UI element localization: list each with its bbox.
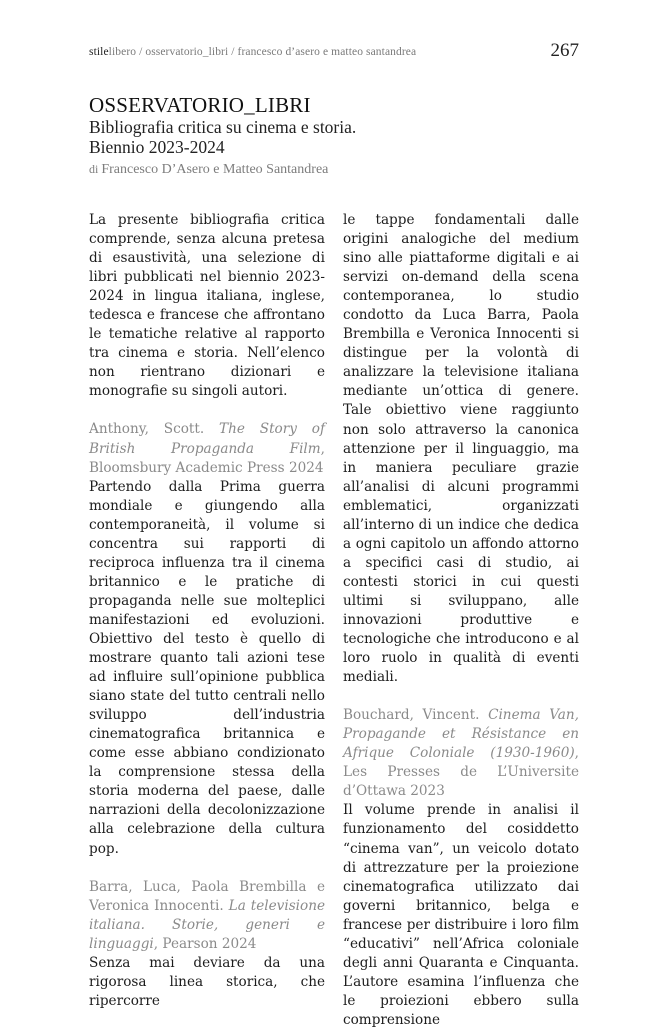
running-head-brand-a: stile — [89, 46, 109, 58]
entry-citation — [89, 420, 325, 477]
entry-publisher: , Bloomsbury Academic Press 2024 — [89, 440, 325, 476]
entry-body-part-1: Senza mai deviare da una rigorosa linea storica, che ripercorre — [89, 954, 325, 1009]
column-right — [343, 211, 579, 1030]
entry-citation — [89, 878, 325, 954]
entry-publisher: , Pearson 2024 — [153, 935, 257, 952]
entry-bouchard — [343, 706, 579, 1030]
running-head-brand-b: libero — [108, 46, 137, 58]
entry-barra — [89, 878, 325, 1011]
entry-author: Bouchard, Vincent. — [343, 707, 489, 724]
running-head-path: / osservatorio_libri / francesco d’asero e matteo santandrea — [136, 46, 417, 58]
entry-body-part-2: le tappe fondamentali dalle origini analogiche del medium sino alle piattaforme digitali e ai servizi on-demand della scena contemporanea, lo studio condotto da Luca Barra, Paola Brembilla e Veronica Innocenti si distingue per la volontà di analizzare la televisione italiana mediante un’ottica di genere. Tale obiettivo viene raggiunto non solo attraverso la canonica attenzione per il linguaggio, ma in maniera peculiare grazie all’analisi di alcuni programmi emblematici, organizzati all’interno di un indice che dedica a ogni capitolo un affondo attorno a specifici casi di studio, ai contesti storici in cui questi ultimi si sviluppano, alle innovazioni produttive e tecnologiche che introducono e al loro ruolo in qualità di eventi mediali. — [343, 212, 579, 686]
byline-authors: Francesco D’Asero e Matteo Santandrea — [101, 162, 329, 177]
entry-author: Barra, Luca, Paola Brembilla e Veronica Innocenti. — [89, 878, 325, 914]
subtitle-line-2: Biennio 2023-2024 — [89, 137, 225, 157]
byline-di: di — [89, 162, 102, 176]
entry-title: The Story of British Propaganda Film — [89, 421, 325, 457]
series-title: OSSERVATORIO_LIBRI — [89, 93, 311, 117]
entry-title: Cinema Van, Propagande et Résistance en Afrique Coloniale (1930-1960) — [343, 707, 579, 762]
entry-body: Partendo dalla Prima guerra mondiale e giungendo alla contemporaneità, il volume si concentra sui rapporti di reciproca influenza tra il cinema britannico e le pratiche di propaganda nelle sue molteplici manifestazioni ed evoluzioni. Obiettivo del testo è quello di mostrare quanto tali azioni tese ad influire sull’opinione pubblica siano state del tutto centrali nello sviluppo dell’industria cinematografica britannica e come esse abbiano condizionato la comprensione stessa della storia moderna del paese, dalle narrazioni della decolonizzazione alla celebrazione della cultura pop. — [89, 478, 325, 857]
entry-body: Il volume prende in analisi il funzionamento del cosiddetto “cinema van”, un veicolo dotato di attrezzature per la proiezione cinematografica utilizzato dai governi britannico, belga e francese per distribuire i loro film “educativi” nell’Africa coloniale degli anni Quaranta e Cinquanta. L’autore esamina l’influenza che le proiezioni ebbero sulla comprensione — [343, 802, 579, 1028]
entry-citation — [343, 706, 579, 801]
running-head — [89, 46, 579, 58]
column-left — [89, 211, 325, 1011]
intro-paragraph: La presente bibliografia critica comprende, senza alcuna pretesa di esaustività, una selezione di libri pubblicati nel biennio 2023-2024 in lingua italiana, inglese, tedesca e francese che affrontano le tematiche relative al rapporto tra cinema e storia. Nell’elenco non rientrano dizionari e monografie su singoli autori. — [89, 212, 325, 400]
byline — [89, 158, 589, 181]
entry-author: Anthony, Scott. — [89, 421, 220, 438]
entry-publisher: , Les Presses de L’Universite d’Ottawa 2023 — [343, 745, 579, 800]
entry-anthony — [89, 420, 325, 858]
page-number: 267 — [550, 40, 579, 61]
entry-title: La televisione italiana. Storie, generi e linguaggi — [89, 897, 326, 952]
article-header — [89, 94, 589, 181]
subtitle-line-1: Bibliografia critica su cinema e storia. — [89, 117, 357, 137]
